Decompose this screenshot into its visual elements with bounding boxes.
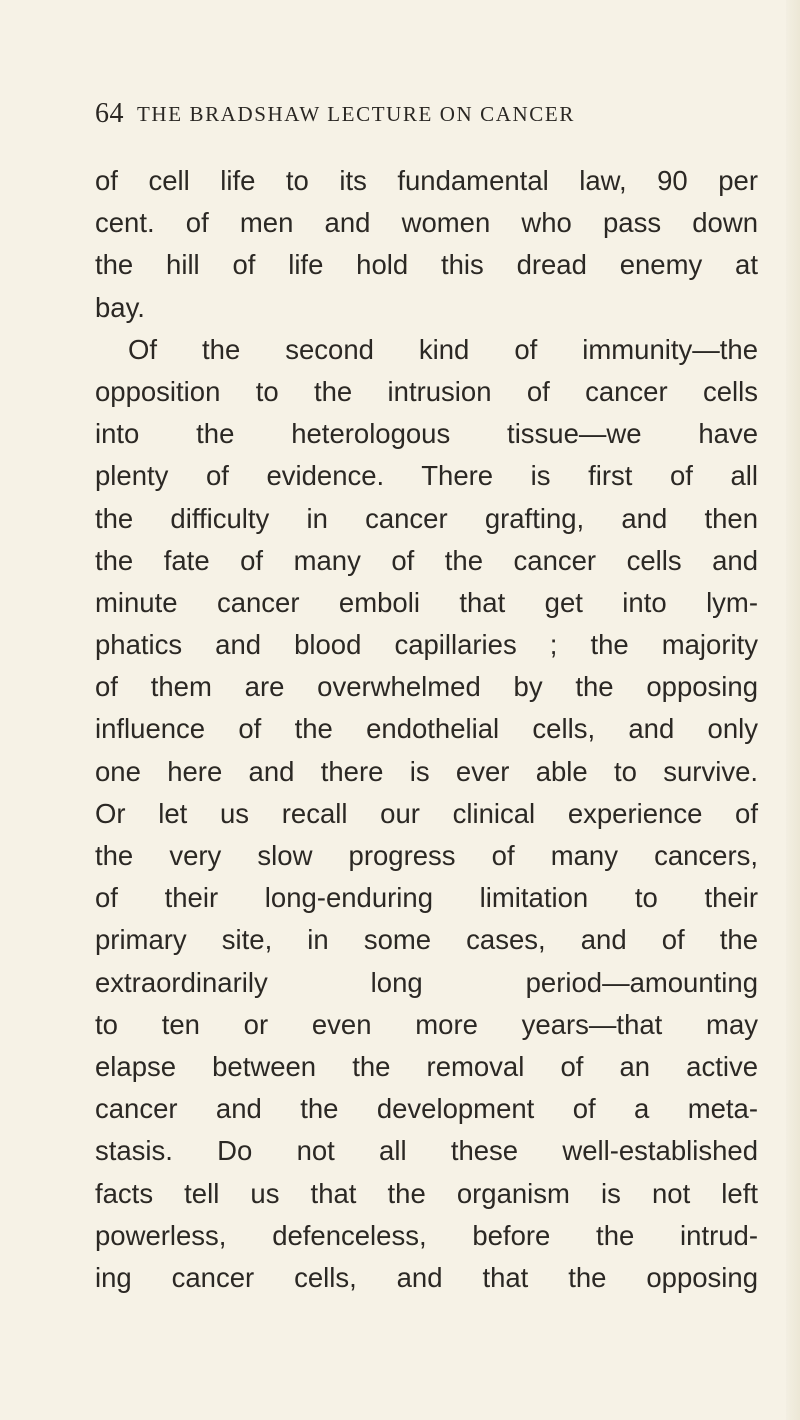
text-line: influence of the endothelial cells, and only [95,713,758,745]
text-line: extraordinarily long period—amounting [95,966,758,998]
text-line: primary site, in some cases, and of the [95,924,758,956]
text-line: the very slow progress of many cancers, [95,840,758,871]
page-number: 64 [95,98,124,129]
text-line: minute cancer emboli that get into lym- [95,586,758,618]
text-line: facts tell us that the organism is not left [95,1177,758,1209]
text-line: cent. of men and women who pass down [95,207,758,239]
text-line: cancer and the development of a meta- [95,1093,758,1125]
text-line: bay. [95,291,145,323]
text-line: of cell life to its fundamental law, 90 per [95,165,758,196]
text-line: to ten or even more years—that may [95,1008,758,1040]
text-line: powerless, defenceless, before the intrud- [95,1219,758,1251]
running-head: THE BRADSHAW LECTURE ON CANCER [137,102,575,126]
text-line: phatics and blood capillaries ; the majority [95,629,758,661]
text-line: stasis. Do not all these well-established [95,1135,758,1167]
text-line: the difficulty in cancer grafting, and then [95,502,758,534]
text-line: Of the second kind of immunity—the [128,333,758,365]
text-line: the fate of many of the cancer cells and [95,544,758,576]
text-line: of their long-enduring limitation to their [95,882,758,914]
text-line: Or let us recall our clinical experience of [95,797,758,829]
text-line: ing cancer cells, and that the opposing [95,1261,758,1293]
page-edge [786,0,800,1420]
page-header [95,98,735,138]
text-line: of them are overwhelmed by the opposing [95,671,758,703]
text-line: the hill of life hold this dread enemy at [95,249,758,281]
body-text [95,160,758,1299]
text-line: plenty of evidence. There is first of all [95,460,758,492]
text-line: elapse between the removal of an active [95,1050,758,1082]
text-line: one here and there is ever able to survive. [95,755,758,787]
text-line: opposition to the intrusion of cancer cells [95,375,758,407]
text-line: into the heterologous tissue—we have [95,418,758,450]
